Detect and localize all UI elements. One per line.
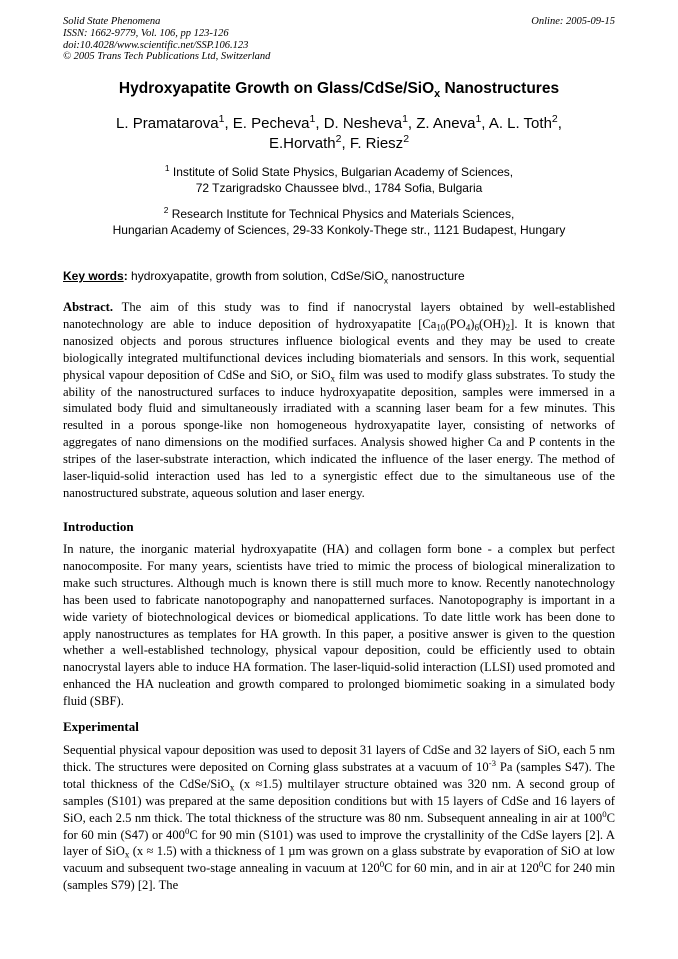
formula-subscript: x (229, 782, 235, 793)
degree-mark: 0 (602, 808, 607, 819)
experimental-part: Sequential physical vapour deposition was used to deposit 31 layers of CdSe and 32 layers of SiO, each 5 nm thick. The structures were deposited on Corning glass substrates at a vacuum of 10 (63, 743, 615, 774)
title-main: Hydroxyapatite Growth on Glass/CdSe/SiO (118, 80, 435, 97)
section-heading-introduction: Introduction (63, 519, 134, 534)
abstract-text: film was used to modify glass substrates. To study the ability of the nanostructured surfaces to induce hydroxyapatite deposition, samples were immersed in a simulated body fluid and simultaneously irradiated with a scanning laser beam for a few minutes. This resulted in a porous sponge-like non homogeneous hydroxyapatite layer, consisting of networks of aggregates of nano dimensions on the modified surfaces. Analysis showed higher Ca and P contents in the stripes of the laser-substrate interaction, which indicated the influence of the laser energy. The method of laser-liquid-solid interaction used has led to a synergistic effect due to the simultaneous use of the nanostructured substrate, aqueous solution and laser energy. (63, 367, 615, 500)
author-affiliation: 1 (475, 113, 482, 125)
author-name: A. L. Toth (488, 115, 552, 132)
affiliation-number: 1 (164, 163, 170, 173)
keywords-text-end: nanostructure (388, 269, 465, 283)
affiliation-1 (40, 165, 638, 196)
affiliation-2 (40, 207, 638, 238)
author (416, 115, 489, 132)
keywords-label: Key words (63, 269, 124, 283)
formula-part: ) (470, 316, 475, 331)
author-sep: , (341, 135, 350, 152)
author-name: L. Pramatarova (116, 115, 219, 132)
paper-title (0, 80, 678, 101)
journal-copyright: © 2005 Trans Tech Publications Ltd, Switzerland (63, 51, 271, 63)
abstract-label: Abstract. (63, 300, 114, 314)
author-name: Z. Aneva (416, 115, 476, 132)
formula-subscript: x (330, 372, 336, 383)
title-subscript: x (434, 88, 441, 101)
author-sep: , (224, 115, 233, 132)
formula-subscript: 2 (505, 322, 511, 333)
journal-name: Solid State Phenomena (63, 16, 161, 27)
author-sep: , (315, 115, 324, 132)
author-affiliation: 1 (402, 113, 408, 125)
author (233, 115, 324, 132)
abstract-text: The aim of this study was to find if nanocrystal layers obtained by well-established nanotechnology are able to induce deposition of hydroxyapatite [Ca (63, 300, 615, 331)
author-affiliation: 2 (551, 113, 558, 125)
journal-info (63, 16, 270, 63)
formula-subscript: 10 (436, 322, 446, 333)
author-affiliation: 1 (218, 113, 225, 125)
keywords-subscript: x (383, 275, 388, 286)
author (269, 135, 350, 152)
experimental-text (63, 742, 615, 894)
abstract-text: ]. It is known that nanosized objects and porous structures influence biological events and they may be used to create biologically integrated multifunctional devices including biomaterials and sensors. In this work, sequential physical vapour deposition of CdSe and SiO, or SiO (63, 316, 615, 382)
experimental-part: (x ≈1.5) multilayer structure obtained was 320 nm. A second group of samples (S101) was prepared at the same deposition conditions but with 15 layers of CdSe and 16 layers of SiO, each 2.5 nm thick. The total thickness of the structure was 80 nm. Subsequent annealing in air at 100 (63, 776, 615, 825)
author-name: D. Nesheva (323, 115, 403, 132)
exponent: -3 (488, 757, 496, 768)
journal-issn: ISSN: 1662-9779, Vol. 106, pp 123-126 (63, 27, 229, 39)
author (324, 115, 417, 132)
formula-part: (PO (445, 316, 466, 331)
affiliation-number: 2 (163, 205, 169, 215)
affiliation-line: Hungarian Academy of Sciences, 29-33 Konkoly-Thege str., 1121 Budapest, Hungary (112, 222, 566, 237)
author-name: F. Riesz (349, 135, 404, 152)
author-list (40, 114, 638, 154)
experimental-part: C for 240 min (samples S79) [2]. The (63, 861, 615, 893)
keywords (63, 269, 465, 286)
affiliation-line: Research Institute for Technical Physics and Materials Sciences, (171, 207, 515, 221)
experimental-part: (x ≈ 1.5) with a thickness of 1 µm was grown on a glass substrate by evaporation of SiO at low vacuum and subsequent two-stage annealing in vacuum at 120 (63, 844, 615, 876)
journal-doi: doi:10.4028/www.scientific.net/SSP.106.123 (63, 39, 249, 51)
affiliation-line: Institute of Solid State Physics, Bulgarian Academy of Sciences, (172, 165, 514, 179)
degree-mark: 0 (379, 859, 385, 870)
author (350, 135, 409, 152)
affiliation-line: 72 Tzarigradsko Chaussee blvd., 1784 Sofia, Bulgaria (195, 180, 483, 195)
keywords-text: hydroxyapatite, growth from solution, CdSe/SiO (127, 269, 384, 283)
author (116, 115, 233, 132)
author (489, 115, 562, 132)
author-affiliation: 2 (403, 133, 410, 145)
title-rest: Nanostructures (440, 80, 560, 97)
author-sep: , (481, 115, 489, 132)
formula-subscript: 4 (465, 322, 471, 333)
introduction-text: In nature, the inorganic material hydroxyapatite (HA) and collagen form bone - a complex but perfect nanocomposite. For many years, scientists have tried to mimic the process of biological mineralization to make such structures. Although much is known there is still much more to know. Recently nanotechnology has been used to fabricate nanotopography and nanopatterned surfaces. Nanotopography is important in a wide variety of biotechnological devices or biomedical applications. To date little work has been done to apply nanostructures as templates for HA growth. In this paper, a positive answer is given to the question whether a well-established technology, physical vapour deposition, could be efficiently used to obtain nanocrystal layers able to induce HA formation. The laser-liquid-solid interaction (LLSI) used promoted and enhanced the HA nucleation and growth compared to prolonged biomimetic soaking in a simulated body fluid (SBF). (63, 542, 615, 709)
formula-part: (OH) (479, 316, 506, 331)
author-name: E.Horvath (268, 135, 336, 152)
experimental-part: C for 60 min, and in air at 120 (384, 861, 539, 876)
author-sep: , (407, 115, 417, 132)
formula-subscript: 6 (474, 322, 480, 333)
section-heading-experimental: Experimental (63, 719, 139, 734)
author-affiliation: 1 (309, 113, 316, 125)
experimental-part: Pa (samples S47). The total thickness of the CdSe/SiO (63, 759, 615, 791)
formula-subscript: x (124, 849, 130, 860)
author-sep: , (557, 115, 562, 132)
author-affiliation: 2 (335, 133, 342, 145)
author-name: E. Pecheva (232, 115, 310, 132)
online-date: Online: 2005-09-15 (531, 16, 615, 27)
experimental-part: C for 90 min (S101) was used to improve the crystallinity of the CdSe layers [2]. A layer of SiO (63, 827, 615, 859)
degree-mark: 0 (538, 859, 544, 870)
experimental-part: C for 60 min (S47) or 400 (63, 810, 615, 842)
degree-mark: 0 (184, 825, 190, 836)
abstract (63, 299, 615, 502)
keywords-colon: : (123, 269, 128, 283)
